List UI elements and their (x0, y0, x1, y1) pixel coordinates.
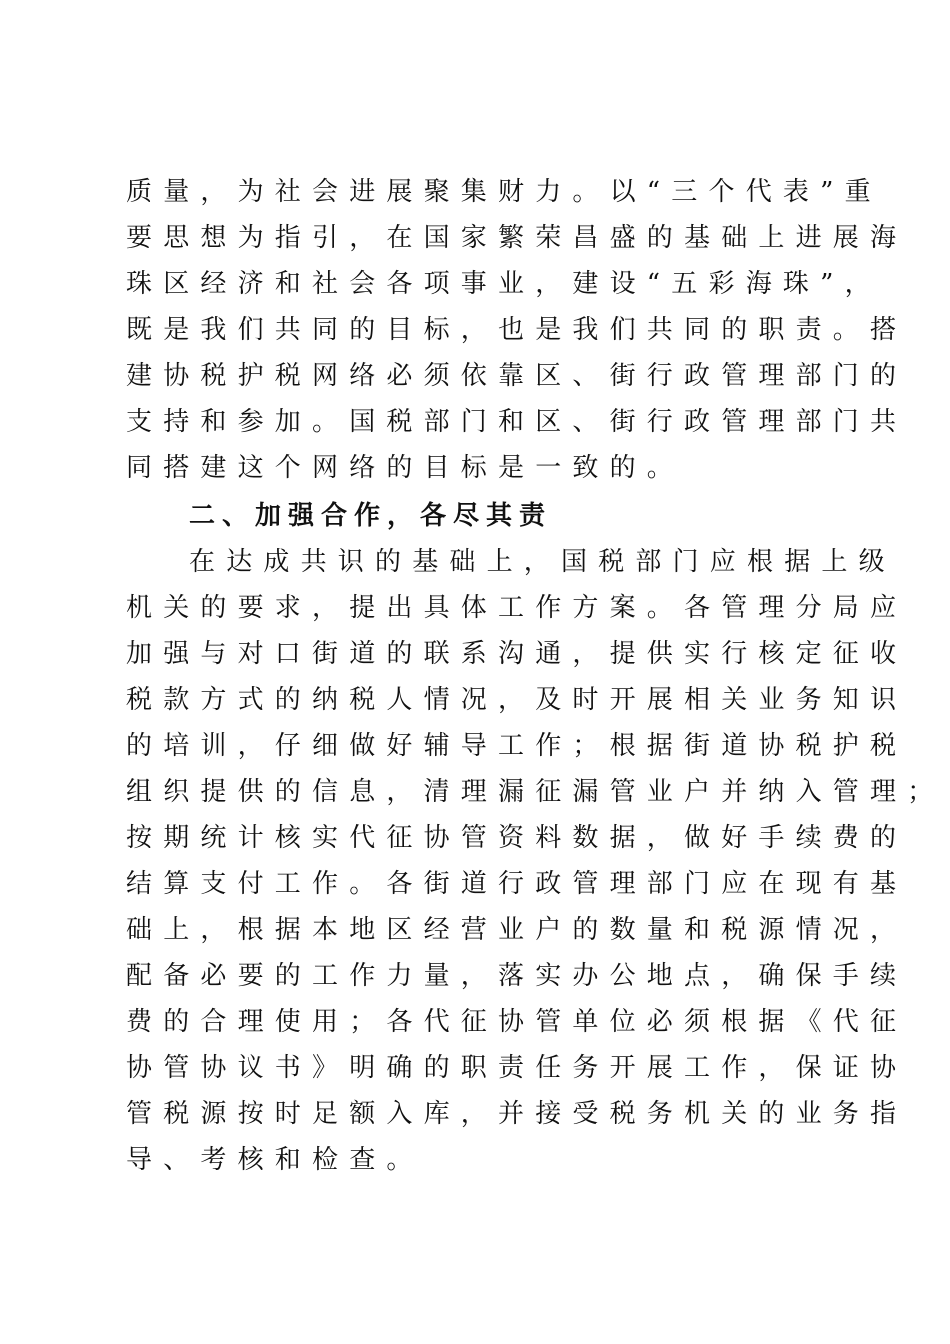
text-line: 机关的要求，提出具体工作方案。各管理分局应 (126, 593, 908, 623)
text-line: 按期统计核实代征协管资料数据，做好手续费的 (126, 823, 908, 853)
text-line: 费的合理使用；各代征协管单位必须根据《代征 (126, 1007, 908, 1037)
text-line: 要思想为指引，在国家繁荣昌盛的基础上进展海 (126, 223, 908, 253)
text-line: 协管协议书》明确的职责任务开展工作，保证协 (126, 1053, 908, 1083)
text-line: 同搭建这个网络的目标是一致的。 (126, 453, 685, 483)
text-line: 结算支付工作。各街道行政管理部门应在现有基 (126, 869, 908, 899)
text-line: 管税源按时足额入库，并接受税务机关的业务指 (126, 1099, 908, 1129)
text-line: 珠区经济和社会各项事业，建设“五彩海珠”， (126, 269, 882, 299)
text-line: 配备必要的工作力量，落实办公地点，确保手续 (126, 961, 908, 991)
text-line: 税款方式的纳税人情况，及时开展相关业务知识 (126, 685, 908, 715)
section-heading: 二、加强合作，各尽其责 (189, 501, 553, 531)
text-line: 质量，为社会进展聚集财力。以“三个代表”重 (126, 177, 882, 207)
text-line: 组织提供的信息，清理漏征漏管业户并纳入管理； (126, 777, 945, 807)
text-line: 支持和参加。国税部门和区、街行政管理部门共 (126, 407, 908, 437)
text-line: 既是我们共同的目标，也是我们共同的职责。搭 (126, 315, 908, 345)
text-line: 导、考核和检查。 (126, 1145, 424, 1175)
text-line: 在达成共识的基础上，国税部门应根据上级 (189, 547, 896, 577)
text-line: 加强与对口街道的联系沟通，提供实行核定征收 (126, 639, 908, 669)
text-line: 的培训，仔细做好辅导工作；根据街道协税护税 (126, 731, 908, 761)
text-line: 建协税护税网络必须依靠区、街行政管理部门的 (126, 361, 908, 391)
text-line: 础上，根据本地区经营业户的数量和税源情况， (126, 915, 908, 945)
